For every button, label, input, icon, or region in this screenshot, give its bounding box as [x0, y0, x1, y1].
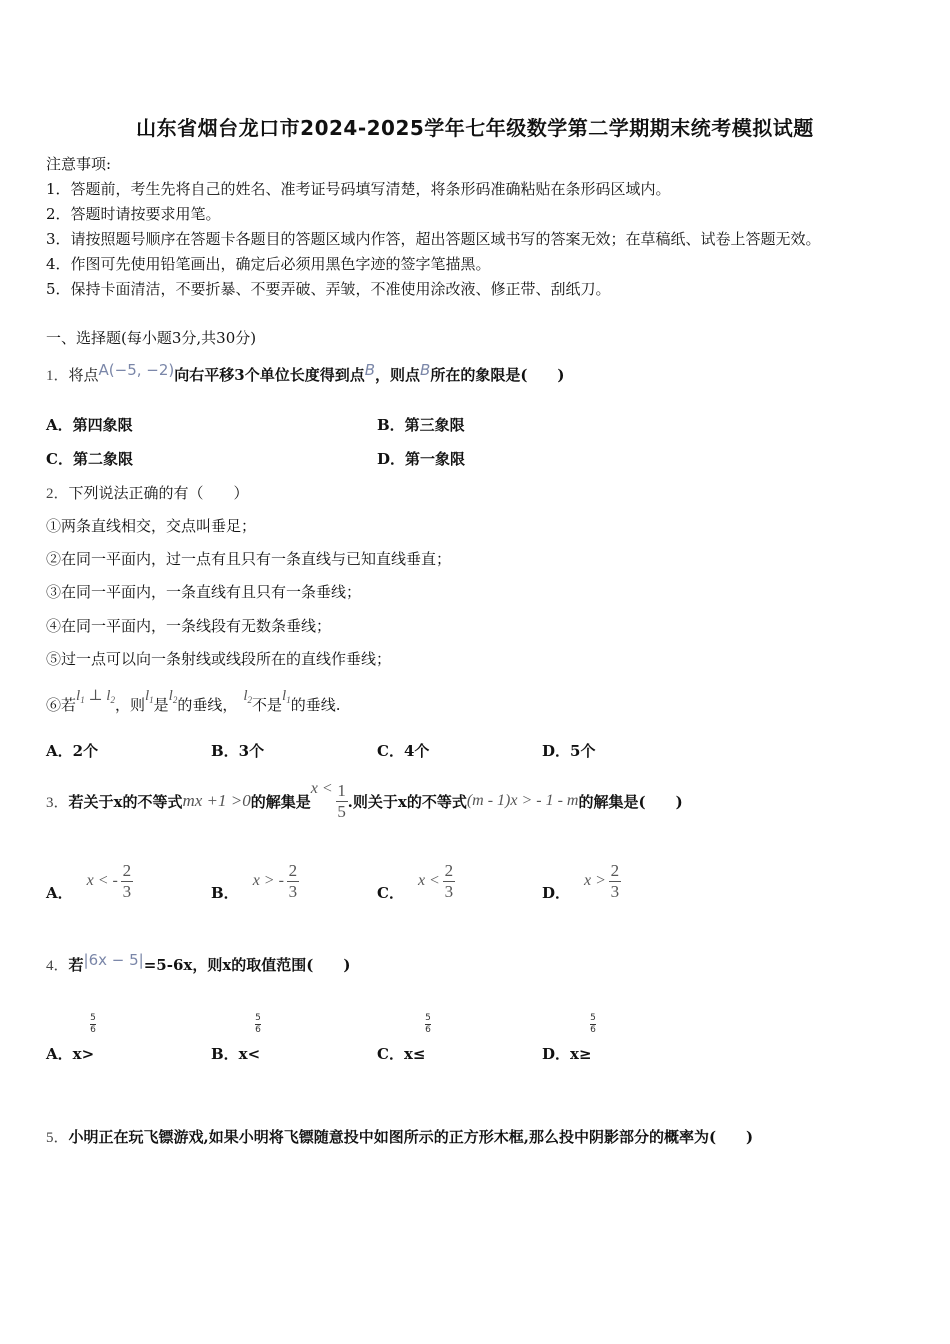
question-text: 向右平移3个单位长度得到点 — [174, 366, 365, 384]
section-heading: 一、选择题(每小题3分,共30分) — [46, 329, 257, 347]
question-3 — [46, 776, 683, 826]
question-5 — [46, 1126, 753, 1147]
option-a: A．2个 — [46, 742, 99, 760]
statement: ④在同一平面内，一条线段有无数条垂线； — [46, 617, 332, 635]
statement-text: ⑥若 — [46, 696, 77, 714]
question-text: 下列说法正确的有（ ） — [68, 484, 249, 502]
l1-math: $l_1$ — [282, 688, 291, 705]
option-d: D．5个 — [542, 742, 596, 760]
option-b: B．x< — [211, 1045, 261, 1063]
question-text: =5-6x，则x的取值范围( ) — [143, 956, 351, 974]
l2-math: $l_2$ — [168, 688, 178, 705]
abs-math: |6x − 5| — [83, 951, 144, 969]
question-number: 3． — [46, 794, 69, 811]
statement-text: 的垂线. — [290, 696, 341, 714]
point-b-math: B — [364, 361, 376, 379]
statement: ①两条直线相交，交点叫垂足； — [46, 517, 257, 535]
question-text: 若 — [68, 956, 84, 974]
option-a: A．第四象限 — [46, 416, 133, 434]
option-c: C．x≤ — [377, 1045, 426, 1063]
point-a-math: A(−5, −2) — [98, 361, 175, 379]
option-a: A． x < - $\frac{2}{3}$ — [46, 860, 132, 902]
option-b: B．3个 — [211, 742, 265, 760]
fraction: 5 6 — [255, 1013, 261, 1035]
question-text: 若关于x的不等式 — [68, 792, 183, 811]
statement-text: ，则 — [114, 696, 145, 714]
fraction: 5 6 — [590, 1013, 596, 1035]
option-d: D． x > $\frac{2}{3}$ — [542, 860, 620, 902]
question-1 — [46, 361, 565, 385]
notice-heading: 注意事项: — [46, 155, 112, 173]
statement-text: 是 — [153, 696, 169, 714]
question-number: 1． — [46, 368, 69, 384]
statement: ⑤过一点可以向一条射线或线段所在的直线作垂线； — [46, 650, 392, 668]
option-c: C．4个 — [377, 742, 430, 760]
question-text: 的解集是 — [250, 792, 311, 811]
notice-item: 4．作图可先使用铅笔画出，确定后必须用黑色字迹的签字笔描黑。 — [46, 255, 491, 273]
fraction: 5 6 — [90, 1013, 96, 1035]
question-text: 的解集是( ) — [578, 792, 683, 811]
point-b-math: B — [420, 361, 431, 379]
l2-math: $l_2$ — [243, 688, 253, 705]
question-text: ，则点 — [375, 366, 421, 384]
option-c: C．第二象限 — [46, 450, 133, 468]
option-d: D．第一象限 — [377, 450, 466, 468]
inequality-math: mx +1 >0 — [182, 791, 251, 810]
option-a: A．x> — [46, 1045, 95, 1063]
question-number: 4． — [46, 958, 69, 974]
question-text: 将点 — [68, 366, 99, 384]
perp-math: $l_1$ ⊥ $l_2$ — [76, 688, 115, 705]
question-2 — [46, 482, 249, 503]
notice-item: 2．答题时请按要求用笔。 — [46, 205, 221, 223]
inequality-math: (m - 1)x > - 1 - m — [466, 792, 579, 809]
notice-item: 1．答题前，考生先将自己的姓名、准考证号码填写清楚，将条形码准确粘贴在条形码区域内。 — [46, 180, 671, 198]
page-title: 山东省烟台龙口市2024-2025学年七年级数学第二学期期末统考模拟试题 — [136, 116, 814, 140]
l1-math: $l_1$ — [144, 688, 154, 705]
fraction: $\frac{1}{5}$ — [337, 780, 346, 821]
question-text: 所在的象限是( ) — [430, 366, 565, 384]
question-number: 2． — [46, 486, 69, 502]
notice-item: 3．请按照题号顺序在答题卡各题目的答题区域内作答，超出答题区域书写的答案无效；在草稿纸、试卷上答题无效。 — [46, 230, 821, 248]
statement: ③在同一平面内，一条直线有且只有一条垂线； — [46, 583, 362, 601]
option-b: B．第三象限 — [377, 416, 465, 434]
option-b: B． x > - $\frac{2}{3}$ — [211, 860, 298, 902]
notice-item: 5．保持卡面清洁，不要折暴、不要弄破、弄皱，不准使用涂改液、修正带、刮纸刀。 — [46, 280, 611, 298]
statement: ②在同一平面内，过一点有且只有一条直线与已知直线垂直； — [46, 550, 452, 568]
statement-text: 的垂线， — [177, 696, 238, 714]
solution-math: x < — [310, 780, 333, 797]
fraction: 5 6 — [425, 1013, 431, 1035]
question-4 — [46, 951, 351, 975]
question-text: .则关于x的不等式 — [347, 792, 467, 811]
statement-6 — [46, 688, 341, 715]
statement-text: 不是 — [252, 696, 283, 714]
question-text: 小明正在玩飞镖游戏,如果小明将飞镖随意投中如图所示的正方形木框,那么投中阴影部分的概率为( ) — [68, 1128, 754, 1146]
option-c: C． x < $\frac{2}{3}$ — [377, 860, 454, 902]
option-d: D．x≥ — [542, 1045, 592, 1063]
question-number: 5． — [46, 1130, 69, 1146]
